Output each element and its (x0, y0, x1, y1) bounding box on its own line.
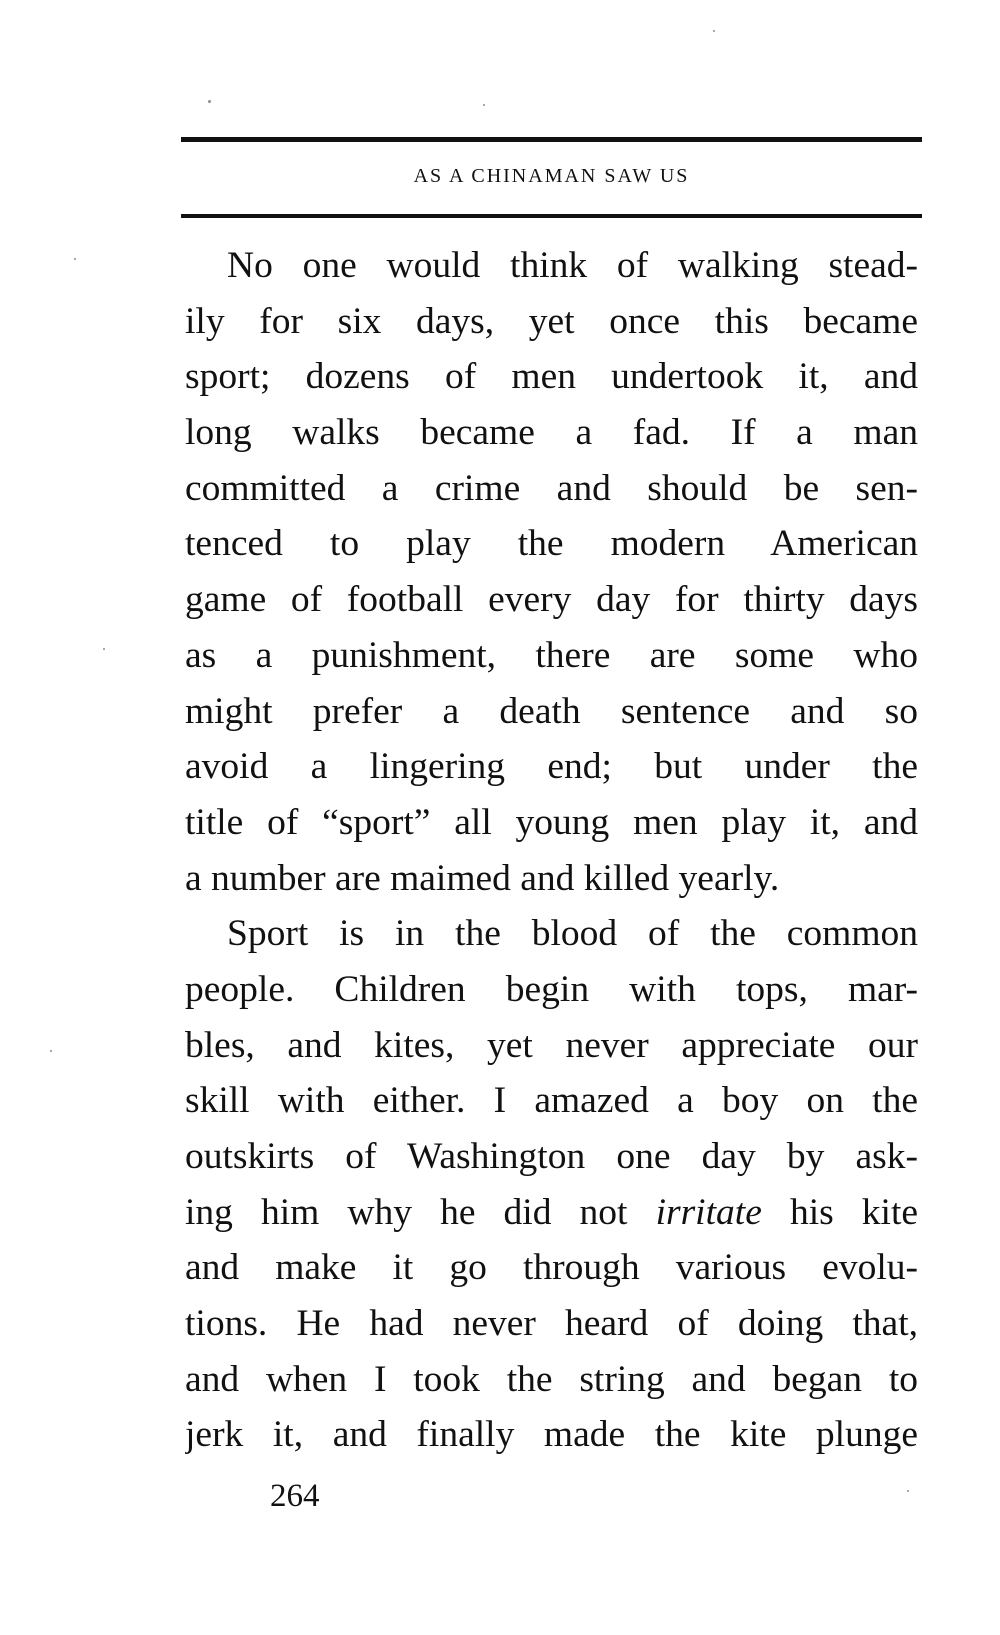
text-line: bles, and kites, yet never appreciate our (185, 1024, 918, 1066)
text-line: ily for six days, yet once this became (185, 300, 918, 342)
body-text (185, 238, 918, 1463)
text-line: jerk it, and finally made the kite plunge (185, 1414, 918, 1456)
italic-word: irritate (655, 1191, 762, 1233)
paper-speck (50, 1050, 52, 1052)
text-line: committed a crime and should be sen- (185, 467, 918, 509)
text-line: tions. He had never heard of doing that, (185, 1303, 918, 1345)
text-line: outskirts of Washington one day by ask- (185, 1136, 918, 1177)
text-line: tenced to play the modern American (185, 523, 918, 565)
paper-speck (907, 1490, 909, 1492)
text-line: a number are maimed and killed yearly. (185, 857, 780, 899)
paper-speck (208, 100, 211, 103)
text-line: title of “sport” all young men play it, and (185, 801, 918, 843)
text-line: avoid a lingering end; but under the (185, 746, 918, 788)
text-line-with-italic (185, 1185, 918, 1241)
paper-speck (713, 30, 715, 32)
text-segment: his kite (789, 1191, 918, 1233)
text-line: sport; dozens of men undertook it, and (185, 356, 918, 398)
paper-speck (483, 104, 485, 106)
text-line: No one would think of walking stead- (227, 245, 918, 286)
text-line: long walks became a fad. If a man (185, 412, 918, 454)
text-line: and when I took the string and began to (185, 1358, 918, 1400)
text-line: people. Children begin with tops, mar- (185, 968, 918, 1010)
text-line: might prefer a death sentence and so (185, 690, 918, 732)
paper-speck (74, 258, 76, 260)
running-head: AS A CHINAMAN SAW US (413, 165, 690, 187)
header-rule-bottom (181, 214, 922, 218)
text-segment: ing him why he did not (185, 1191, 628, 1233)
text-line: skill with either. I amazed a boy on the (185, 1080, 918, 1122)
text-line: Sport is in the blood of the common (227, 913, 918, 955)
paper-speck (103, 648, 105, 650)
text-line: and make it go through various evolu- (185, 1247, 918, 1289)
header-rule-top (181, 137, 922, 142)
text-line: as a punishment, there are some who (185, 634, 918, 676)
text-line: game of football every day for thirty days (185, 579, 918, 621)
page-number: 264 (270, 1478, 320, 1514)
